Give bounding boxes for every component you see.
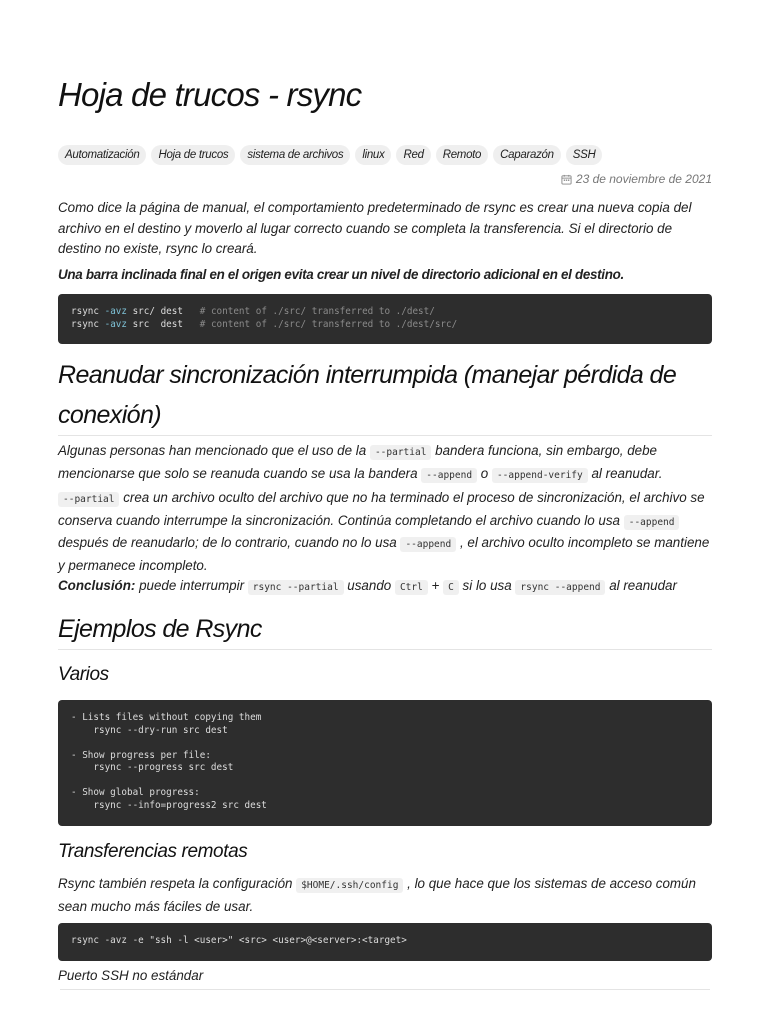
intro-note: Una barra inclinada final en el origen evita crear un nivel de directorio adicional en el destino. xyxy=(58,267,624,282)
inline-code: Ctrl xyxy=(395,580,428,595)
subheading-remotas: Transferencias remotas xyxy=(58,841,248,862)
inline-code: --partial xyxy=(58,492,119,507)
inline-code: --append-verify xyxy=(492,468,588,483)
tag-caparazon[interactable]: Caparazón xyxy=(493,145,561,165)
tag-hoja-de-trucos[interactable]: Hoja de trucos xyxy=(151,145,235,165)
tag-list xyxy=(58,145,602,165)
tag-red[interactable]: Red xyxy=(396,145,430,165)
inline-code: $HOME/.ssh/config xyxy=(296,878,403,893)
tag-ssh[interactable]: SSH xyxy=(566,145,603,165)
inline-code: rsync --append xyxy=(515,580,605,595)
section-heading-examples: Ejemplos de Rsync xyxy=(58,609,712,650)
resume-conclusion: Conclusión: puede interrumpir rsync --partial usando Ctrl + C si lo usa rsync --append al reanudar xyxy=(58,578,677,593)
subheading-varios: Varios xyxy=(58,664,109,685)
inline-code: --append xyxy=(421,468,477,483)
inline-code: --append xyxy=(400,537,456,552)
resume-paragraph-2: --partial crea un archivo oculto del archivo que no ha terminado el proceso de sincronización, el archivo se conserva cuando interrumpe la sincronización. Continúa completando el archivo cuando lo usa --append después de reanudarlo; de lo contrario, cuando no lo usa --append , el archivo oculto incompleto se mantiene y permanece incompleto. xyxy=(58,490,710,573)
inline-code: --partial xyxy=(370,445,431,460)
inline-code: C xyxy=(443,580,459,595)
tag-remoto[interactable]: Remoto xyxy=(436,145,488,165)
post-date xyxy=(561,172,712,186)
resume-paragraph-1: Algunas personas han mencionado que el uso de la --partial bandera funciona, sin embargo, debe mencionarse que solo se reanuda cuando se usa la bandera --append o --append-verify al reanudar. xyxy=(58,443,663,481)
remotas-caption: Puerto SSH no estándar xyxy=(58,968,204,983)
post-date-text: 23 de noviembre de 2021 xyxy=(575,172,712,186)
conclusion-label: Conclusión: xyxy=(58,578,136,593)
tag-linux[interactable]: linux xyxy=(355,145,391,165)
code-block-varios: - Lists files without copying them rsync --dry-run src dest - Show progress per file: rsync --progress src dest - Show global progress: rsync --info=progress2 src dest xyxy=(58,700,712,826)
code-block-trailing-slash xyxy=(58,294,712,344)
tag-sistema-de-archivos[interactable]: sistema de archivos xyxy=(240,145,350,165)
code-block-remote: rsync -avz -e "ssh -l <user>" <src> <user>@<server>:<target> xyxy=(58,923,712,961)
intro-paragraph: Como dice la página de manual, el comportamiento predeterminado de rsync es crear una nueva copia del archivo en el destino y moverlo al lugar correcto cuando se completa la transferencia. Si el directorio de destino no existe, rsync lo creará. xyxy=(58,200,692,256)
divider xyxy=(60,989,710,990)
section-heading-resume: Reanudar sincronización interrumpida (manejar pérdida de conexión) xyxy=(58,355,712,436)
code-line: rsync -avz src dest # content of ./src/ transferred to ./dest/src/ xyxy=(71,318,458,330)
page-title: Hoja de trucos - rsync xyxy=(58,76,362,113)
inline-code: --append xyxy=(624,515,680,530)
remotas-paragraph: Rsync también respeta la configuración $HOME/.ssh/config , lo que hace que los sistemas de acceso común sean mucho más fáciles de usar. xyxy=(58,876,696,914)
tag-automatizacion[interactable]: Automatización xyxy=(58,145,146,165)
code-line: rsync -avz src/ dest # content of ./src/ transferred to ./dest/ xyxy=(71,306,435,317)
inline-code: rsync --partial xyxy=(248,580,344,595)
calendar-icon xyxy=(561,174,572,185)
